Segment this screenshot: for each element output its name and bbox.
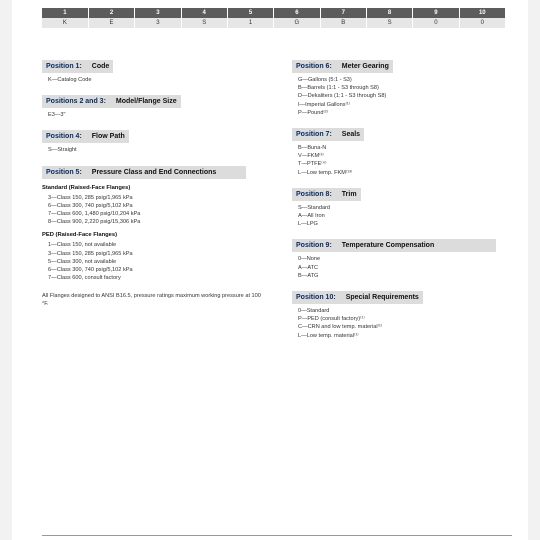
position-header-row (42, 8, 506, 18)
option-line: I—Imperial Gallons⁽¹⁾ (298, 101, 351, 108)
position-header-cell: 8 (366, 8, 412, 18)
option-list (292, 76, 512, 117)
option-line: 5—Class 300, not available (48, 258, 117, 265)
option-list (292, 255, 512, 280)
section-label: Position 4: (46, 133, 82, 141)
option-line: 3—Class 150, 285 psig/1,965 kPa (48, 194, 133, 201)
section-label: Positions 2 and 3: (46, 98, 106, 106)
option-list (42, 146, 272, 154)
position-header-cell: 7 (320, 8, 366, 18)
option-line: A—ATC (298, 264, 319, 271)
section-header-positions-2-3 (42, 95, 181, 108)
section-header-position-5 (42, 166, 246, 179)
section-label: Position 9: (296, 242, 332, 250)
position-value-cell: S (181, 18, 227, 28)
option-line: 0—Standard (298, 308, 330, 315)
position-value-cell: B (320, 18, 366, 28)
section-title: Temperature Compensation (341, 242, 435, 250)
section-header-position-7 (292, 128, 364, 141)
position-header-cell: 10 (459, 8, 505, 18)
section-label: Position 8: (296, 190, 332, 198)
position-value-cell: 3 (135, 18, 181, 28)
section-header-position-8 (292, 188, 361, 201)
position-value-row (42, 18, 506, 28)
option-list (292, 144, 512, 177)
option-line: 1—Class 150, not available (48, 242, 117, 249)
option-list (42, 241, 272, 282)
option-line: G—Gallons (5:1 - S3) (298, 77, 352, 83)
section-header-position-1 (42, 60, 113, 73)
section-header-position-6 (292, 60, 393, 73)
position-value-cell: G (274, 18, 320, 28)
section-title: Code (91, 63, 110, 70)
option-line: L—Low temp. FKM⁽¹³⁾ (298, 169, 353, 176)
right-column (292, 60, 512, 340)
position-value-cell: K (42, 18, 88, 28)
option-line: 7—Class 600, 1,480 psig/10,204 kPa (48, 211, 141, 218)
option-line: L—Low temp. material⁽¹⁾ (298, 332, 359, 339)
section-header-position-4 (42, 130, 129, 143)
option-line: S—Standard (298, 204, 331, 211)
position-value-cell: 0 (459, 18, 505, 28)
option-line: 0—None (298, 256, 321, 263)
option-line: P—PED (consult factory)⁽¹⁾ (298, 316, 365, 323)
option-line: 8—Class 900, 2,220 psig/15,306 kPa (48, 219, 141, 226)
option-line: T—PTFE⁽⁴⁾ (298, 161, 327, 168)
section-header-position-9 (292, 239, 496, 252)
option-line: 6—Class 300, 740 psig/5,102 kPa (48, 267, 133, 274)
subsection-title-standard: Standard (Raised-Face Flanges) (42, 184, 131, 191)
section-label: Position 1: (46, 63, 82, 70)
section-header-position-10 (292, 291, 423, 304)
subsection-title-ped: PED (Raised-Face Flanges) (42, 232, 118, 239)
position-header-cell: 6 (274, 8, 320, 18)
option-list (292, 307, 512, 340)
footer-divider (42, 535, 512, 536)
section-title: Flow Path (91, 133, 125, 141)
section-label: Position 5: (46, 168, 82, 176)
position-header-cell: 1 (42, 8, 88, 18)
option-line: B—Barrels (1:1 - S3 through S8) (298, 85, 379, 92)
option-line: D—Dekaliters (1:1 - S3 through S8) (298, 93, 387, 100)
position-value-cell: 1 (227, 18, 273, 28)
section-title: Pressure Class and End Connections (91, 168, 217, 176)
option-list (42, 111, 272, 119)
position-header-cell: 4 (181, 8, 227, 18)
left-column (42, 60, 272, 308)
option-line: 7—Class 600, consult factory (48, 275, 121, 282)
document-page (12, 0, 528, 540)
option-line: E3—3" (48, 112, 66, 119)
section-title: Special Requirements (345, 294, 419, 302)
option-line: 6—Class 300, 740 psig/5,102 kPa (48, 202, 133, 209)
option-list (292, 204, 512, 229)
option-line: L—LPG (298, 221, 318, 228)
position-header-cell: 5 (227, 8, 273, 18)
option-line: A—All Iron (298, 213, 325, 220)
position-header-cell: 9 (413, 8, 459, 18)
section-title: Trim (341, 190, 357, 198)
position-header-cell: 2 (88, 8, 134, 18)
option-list (42, 76, 272, 84)
option-line: B—ATG (298, 272, 319, 279)
position-code-table (42, 8, 506, 28)
section-title: Model/Flange Size (115, 98, 177, 106)
option-line: P—Pound⁽²⁾ (298, 109, 329, 116)
option-line: K—Catalog Code (48, 77, 92, 83)
section-title: Seals (341, 131, 361, 139)
option-line: C—CRN and low temp. material⁽¹⁾ (298, 324, 383, 331)
option-list (42, 194, 272, 227)
section-label: Position 7: (296, 131, 332, 139)
position-header-cell: 3 (135, 8, 181, 18)
option-line: S—Straight (48, 147, 77, 154)
section-label: Position 6: (296, 63, 332, 70)
position-value-cell: 0 (413, 18, 459, 28)
option-line: V—FKM⁽³⁾ (298, 153, 324, 160)
section-label: Position 10: (296, 294, 336, 302)
option-line: 3—Class 150, 285 psig/1,965 kPa (48, 250, 133, 257)
flange-note: All Flanges designed to ANSI B16.5, pressure ratings maximum working pressure at 100 °F. (42, 293, 261, 308)
position-value-cell: E (88, 18, 134, 28)
section-title: Meter Gearing (341, 63, 389, 70)
option-line: B—Buna-N (298, 145, 327, 152)
position-value-cell: S (366, 18, 412, 28)
